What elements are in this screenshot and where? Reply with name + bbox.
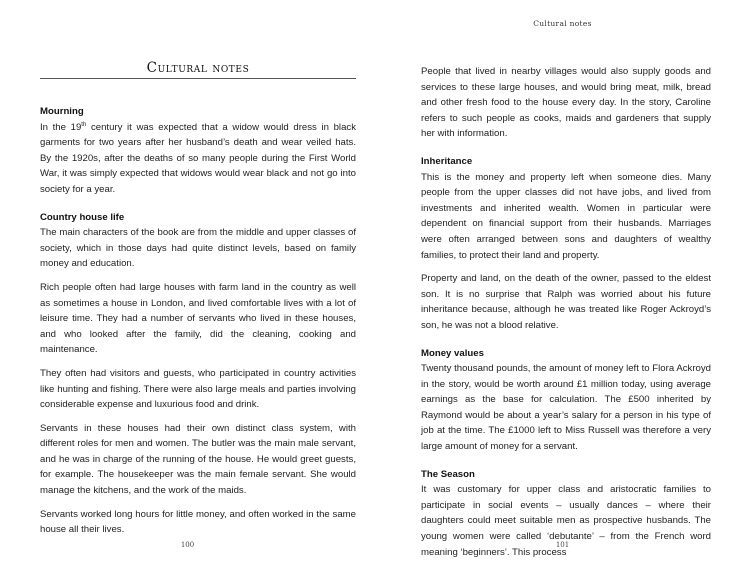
- right-page: [375, 0, 750, 568]
- paragraph: Servants in these houses had their own distinct class system, with different roles for men and women. The butler was the main male servant, and he was in charge of the running of the house. He would greet guests, for example. The housekeeper was the main female servant. She would manage the kitchens, and the work of the maids.: [40, 422, 356, 497]
- title-rule: [40, 78, 356, 79]
- paragraph: This is the money and property left when someone dies. Many people from the upper classes did not have jobs, and lived from investments and inherited wealth. Women in particular were dependent on financial support from their husbands. Marriages were often arranged between sons and daughters of wealthy families, to protect their land and property.: [421, 171, 711, 261]
- paragraph: Servants worked long hours for little money, and often worked in the same house all their lives.: [40, 508, 356, 536]
- page-number-right: 101: [555, 541, 570, 549]
- mourning-text-rest: century it was expected that a widow would dress in black garments for two years after her husband’s death and wear veiled hats. By the 1920s, after the deaths of so many people during the First World War, it was simply expected that widows would wear black and not go into society for a year.: [40, 121, 356, 195]
- section-heading-inheritance: Inheritance: [421, 155, 473, 167]
- paragraph-intro: People that lived in nearby villages would also supply goods and services to these large houses, and would bring meat, milk, bread and other fresh food to the house every day. In the story, Caroline refers to such people as cooks, maids and gardeners that supply her with information.: [421, 66, 711, 140]
- page-number-left: 100: [180, 541, 195, 549]
- paragraph: Property and land, on the death of the owner, passed to the eldest son. It is no surprise that Ralph was worried about his future inheritance because, although he was treated like Roger Ackroyd’s son, he was not a blood relative.: [421, 273, 711, 331]
- paragraph: The main characters of the book are from the middle and upper classes of society, which in those days had quite distinct levels, based on family money and education.: [40, 227, 356, 270]
- paragraph-mourning: [40, 120, 356, 198]
- left-page-body: [40, 104, 356, 546]
- section-heading-money-values: Money values: [421, 347, 484, 359]
- paragraph: It was customary for upper class and aristocratic families to participate in social events – usually dances – where their daughters could meet suitable men as prospective husbands. The young women were called ‘debutante’ – from the French word meaning ‘beginners’. This process: [421, 484, 711, 558]
- paragraph: Twenty thousand pounds, the amount of money left to Flora Ackroyd in the story, would be worth around £1 million today, using average earnings as the base for calculation. The £500 inherited by Raymond would be about a year’s salary for a person in his type of job at the time. The £1000 left to Miss Russell was therefore a very large amount of money for a servant.: [421, 363, 711, 453]
- chapter-title: Cultural notes: [146, 60, 250, 76]
- running-head: Cultural notes: [533, 19, 592, 28]
- section-heading-country-house: Country house life: [40, 211, 125, 223]
- ordinal-superscript: th: [81, 121, 87, 128]
- section-heading-mourning: Mourning: [40, 106, 84, 117]
- right-page-body: [421, 64, 711, 568]
- section-heading-the-season: The Season: [421, 468, 475, 480]
- paragraph: Rich people often had large houses with farm land in the country as well as sometimes a house in London, and lived comfortable lives with a lot of leisure time. They had a number of servants who lived in these houses, and who looked after the family, did the cleaning, cooking and maintenance.: [40, 281, 356, 356]
- paragraph: They often had visitors and guests, who participated in country activities like hunting and fishing. There were also large meals and parties involving considerable expense and luxurious food and drink.: [40, 367, 356, 411]
- mourning-text-start: In the 19: [40, 121, 82, 133]
